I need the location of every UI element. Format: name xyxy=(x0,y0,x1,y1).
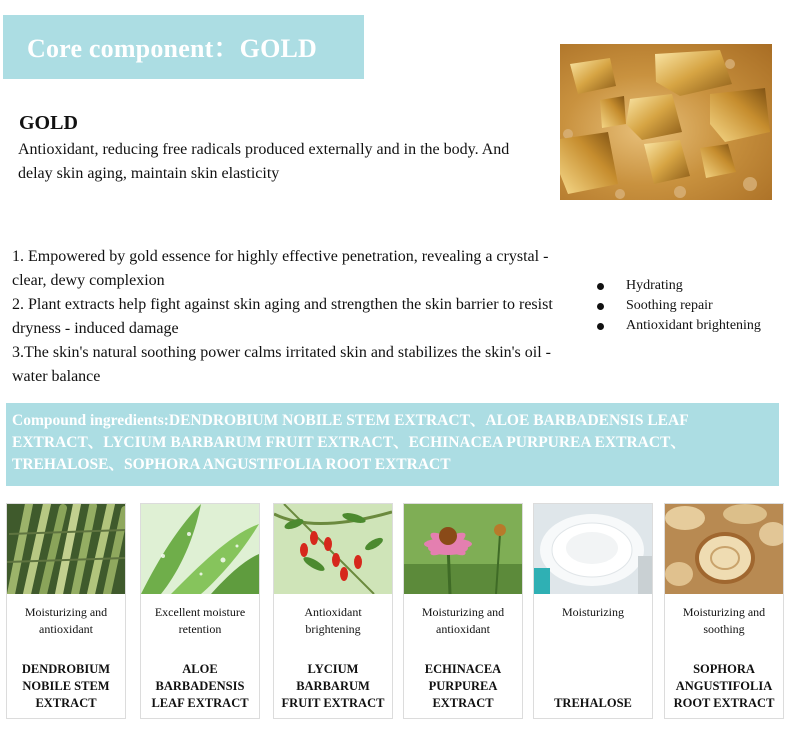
ingredient-card-aloe xyxy=(140,503,260,719)
benefit-points-list xyxy=(12,245,572,389)
bullet-dot-icon xyxy=(597,283,604,290)
aloe-photo-icon xyxy=(141,504,259,594)
banner-title: Core component：GOLD xyxy=(27,34,318,63)
ingredient-card-trehalose xyxy=(533,503,653,719)
ingredient-name: ALOE BARBADENSIS LEAF EXTRACT xyxy=(151,662,249,710)
benefit-point: 2. Plant extracts help fight against skin aging and strengthen the skin barrier to resist dryness - induced damage xyxy=(12,296,553,337)
goji-photo-icon xyxy=(274,504,392,594)
compound-ingredients-banner xyxy=(6,403,779,486)
ingredient-card-echinacea xyxy=(403,503,523,719)
bullet-dot-icon xyxy=(597,323,604,330)
ingredient-card-goji xyxy=(273,503,393,719)
ingredient-name: DENDROBIUM NOBILE STEM EXTRACT xyxy=(21,662,111,710)
benefit-point: 3.The skin's natural soothing power calms irritated skin and stabilizes the skin's oil - water balance xyxy=(12,344,551,385)
ingredient-name: SOPHORA ANGUSTIFOLIA ROOT EXTRACT xyxy=(673,662,775,710)
bullet-item: Soothing repair xyxy=(594,296,761,316)
trehalose-photo-icon xyxy=(534,504,652,594)
ingredient-name: ECHINACEA PURPUREA EXTRACT xyxy=(424,662,502,710)
bullet-item: Antioxidant brightening xyxy=(594,316,761,336)
ingredient-benefit: Excellent moisture retention xyxy=(154,605,246,636)
gold-nuggets-illustration xyxy=(560,44,772,200)
ingredient-benefit: Moisturizing xyxy=(562,605,624,619)
feature-bullets xyxy=(594,276,761,336)
ingredient-benefit: Moisturizing and soothing xyxy=(682,605,766,636)
bullet-item: Hydrating xyxy=(594,276,761,296)
core-component-banner xyxy=(3,15,364,79)
gold-description: Antioxidant, reducing free radicals produced externally and in the body. And delay skin aging, maintain skin elasticity xyxy=(18,141,510,182)
compound-ingredients-text: Compound ingredients:DENDROBIUM NOBILE STEM EXTRACT、ALOE BARBADENSIS LEAF EXTRACT、LYCIUM BARBARUM FRUIT EXTRACT、ECHINACEA PURPUREA EXTRACT、TREHALOSE、SOPHORA ANGUSTIFOLIA ROOT EXTRACT xyxy=(12,412,689,473)
ingredient-card-dendrobium xyxy=(6,503,126,719)
ingredient-card-sophora xyxy=(664,503,784,719)
ingredient-benefit: Moisturizing and antioxidant xyxy=(24,605,108,636)
sophora-photo-icon xyxy=(665,504,783,594)
ingredient-name: LYCIUM BARBARUM FRUIT EXTRACT xyxy=(281,662,385,710)
gold-heading: GOLD xyxy=(19,112,78,134)
ingredient-name: TREHALOSE xyxy=(554,696,632,710)
ingredient-benefit: Antioxidant brightening xyxy=(304,605,362,636)
benefit-point: 1. Empowered by gold essence for highly effective penetration, revealing a crystal - clear, dewy complexion xyxy=(12,248,549,289)
gold-nuggets-image xyxy=(560,44,772,200)
bullet-dot-icon xyxy=(597,303,604,310)
ingredient-benefit: Moisturizing and antioxidant xyxy=(421,605,505,636)
echinacea-photo-icon xyxy=(404,504,522,594)
dendrobium-photo-icon xyxy=(7,504,125,594)
